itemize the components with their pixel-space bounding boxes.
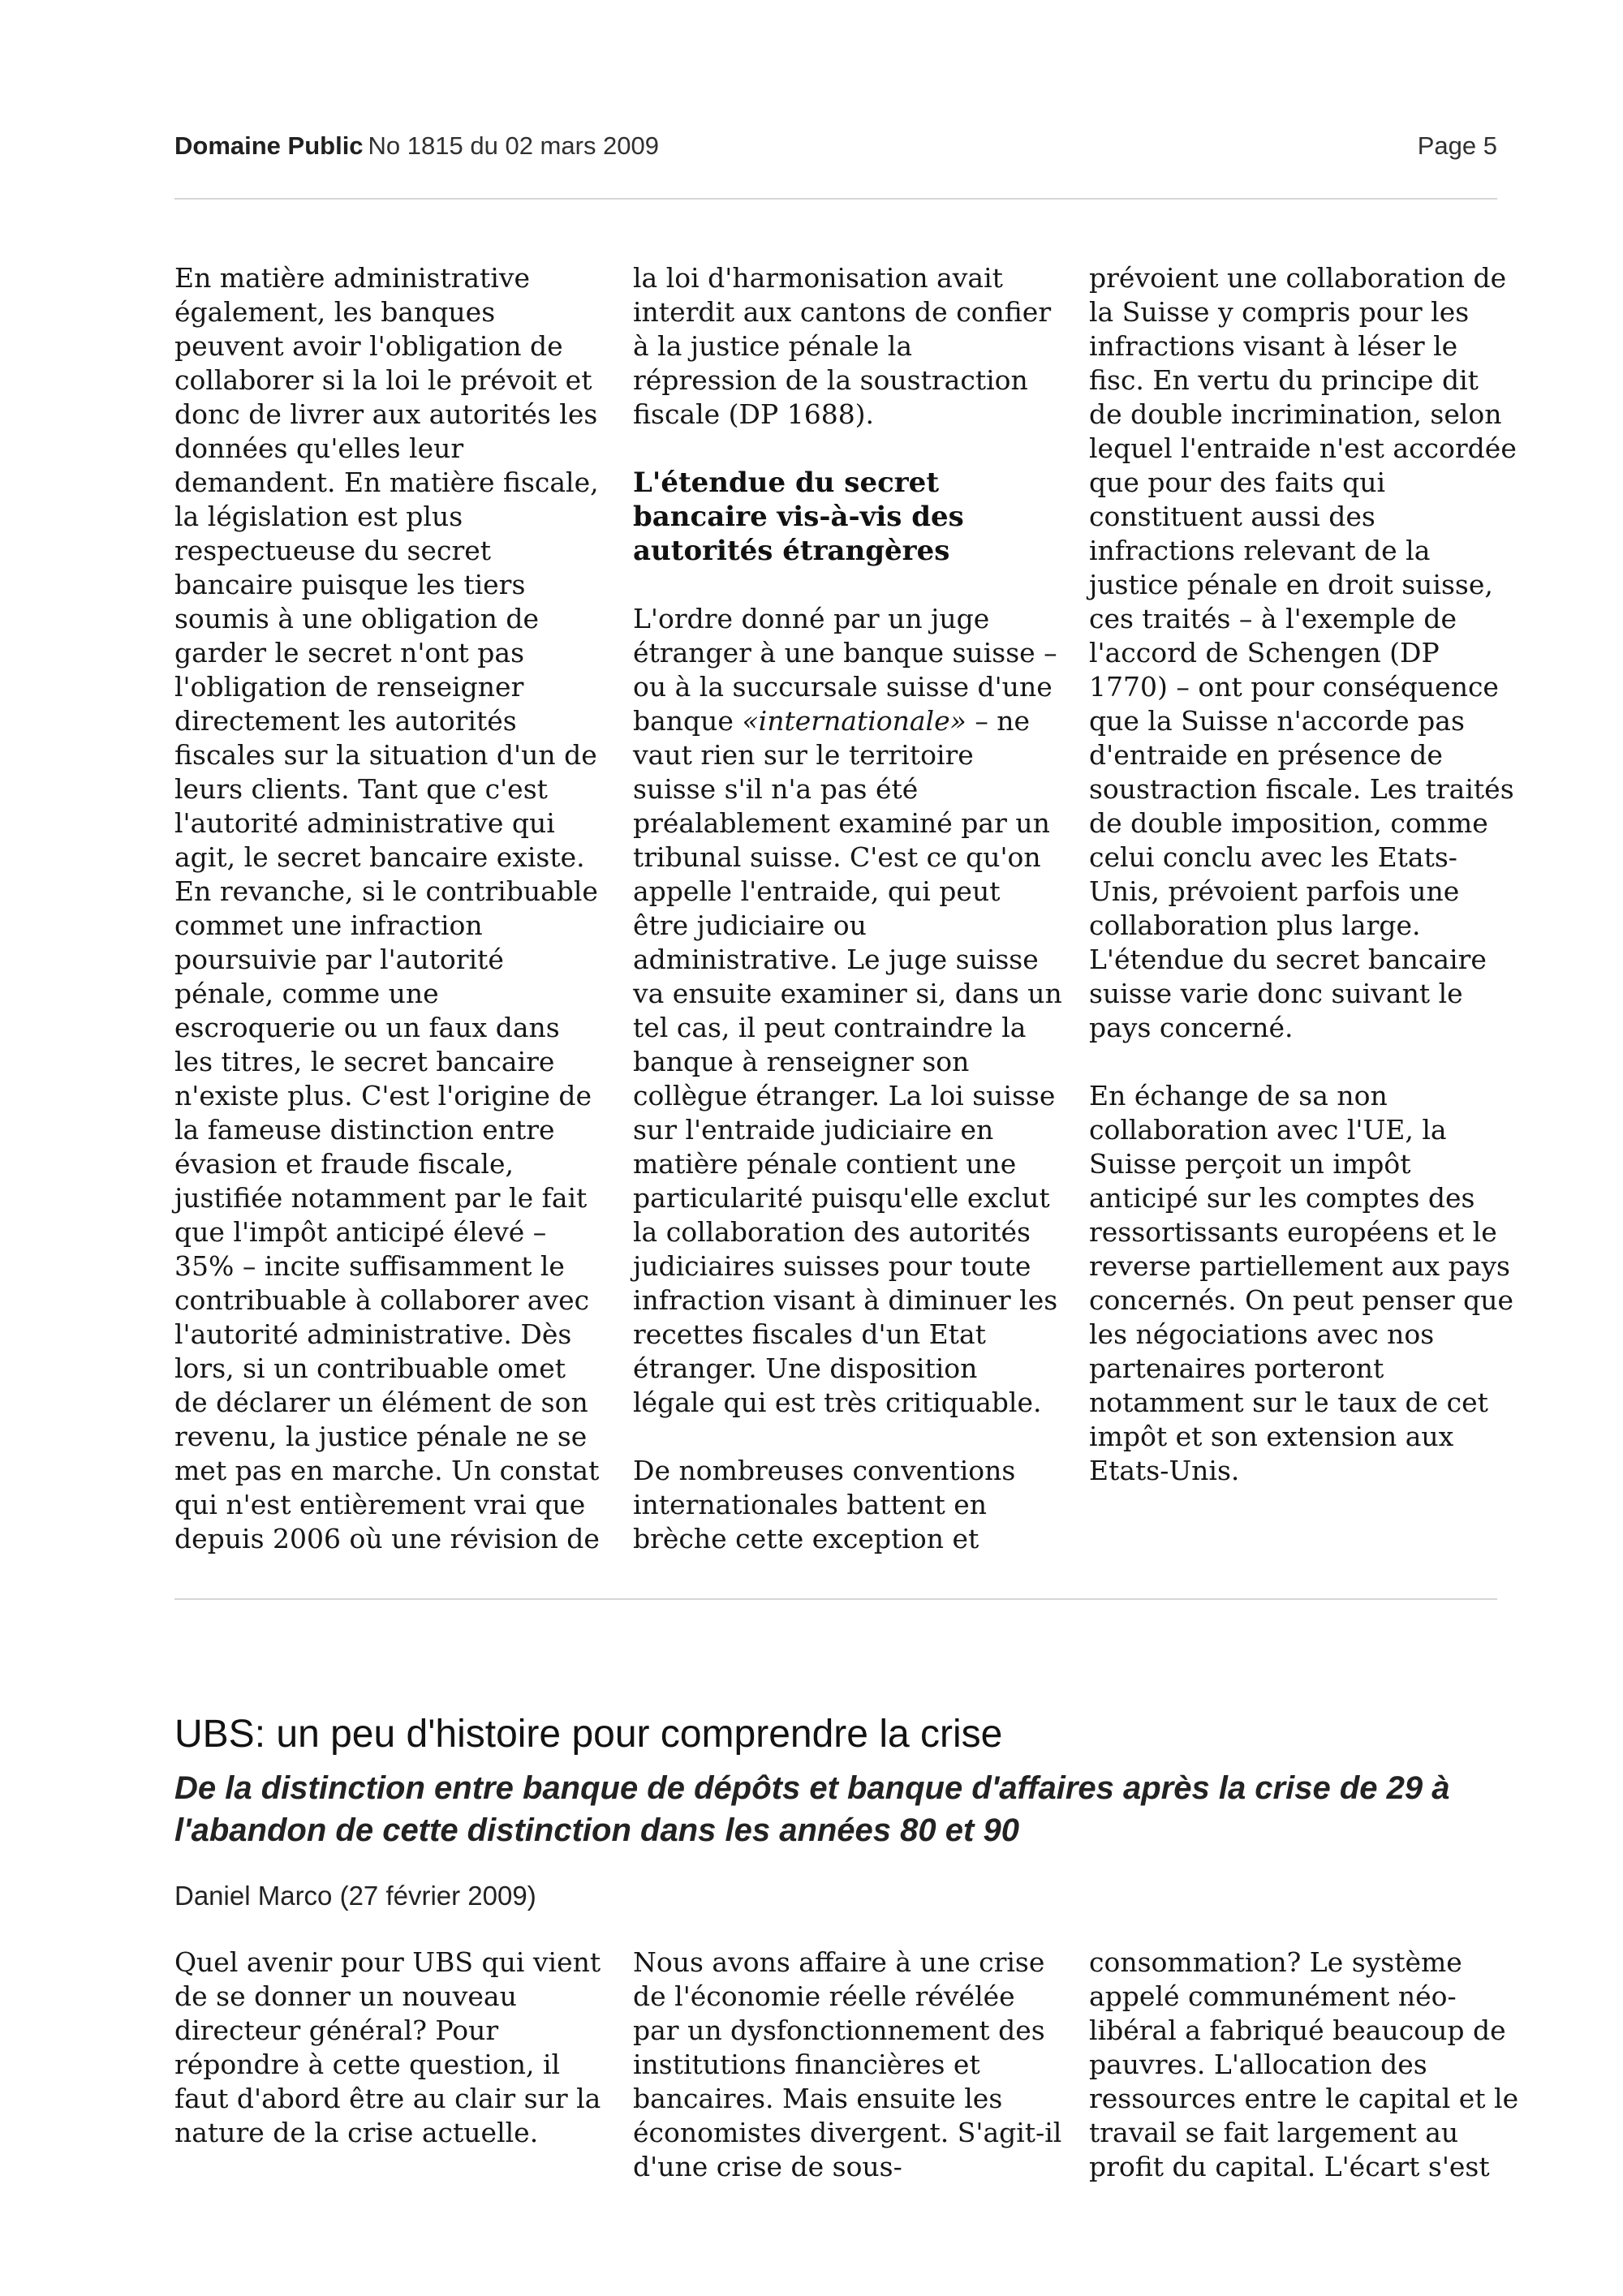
paragraph: En échange de sa non collaboration avec l'UE, la Suisse perçoit un impôt anticipé sur les comptes des ressortissants européens et le reverse partiellement aux pays concernés. On peut penser que les négociations avec nos partenaires porteront notamment sur le taux de cet impôt et son extension aux Etats-Unis. — [1089, 1080, 1514, 1486]
article2-column-3 — [1089, 1946, 1519, 2184]
paragraph: Nous avons affaire à une crise de l'économie réelle révélée par un dysfonctionnement des institutions financières et bancaires. Mais ensuite les économistes divergent. S'agit-il d'une crise de sous- — [633, 1946, 1062, 2182]
paragraph: L'ordre donné par un juge étranger à une banque suisse – ou à la succursale suisse d'une banque «internationale» – ne vaut rien sur le territoire suisse s'il n'a pas été préalablement examiné par un tribunal suisse. C'est ce qu'on appelle l'entraide, qui peut être judiciaire ou administrative. Le juge suisse va ensuite examiner si, dans un tel cas, il peut contraindre la banque à renseigner son collègue étranger. La loi suisse sur l'entraide judiciaire en matière pénale contient une particularité puisqu'elle exclut la collaboration des autorités judiciaires suisses pour toute infraction visant à diminuer les recettes fiscales d'un Etat étranger. Une disposition légale qui est très critiquable. — [633, 603, 1062, 1418]
article-title: UBS: un peu d'histoire pour comprendre la crise — [174, 1713, 1003, 1756]
header-divider — [174, 198, 1497, 200]
paragraph: En matière administrative également, les banques peuvent avoir l'obligation de collaborer si la loi le prévoit et donc de livrer aux autorités les données qu'elles leur demandent. En matière fiscale, la législation est plus respectueuse du secret bancaire puisque les tiers soumis à une obligation de garder le secret n'ont pas l'obligation de renseigner directement les autorités fiscales sur la situation d'un de leurs clients. Tant que c'est l'autorité administrative qui agit, le secret bancaire existe. En revanche, si le contribuable commet une infraction poursuivie par l'autorité pénale, comme une escroquerie ou un faux dans les titres, le secret bancaire n'existe plus. C'est l'origine de la fameuse distinction entre évasion et fraude fiscale, justifiée notamment par le fait que l'impôt anticipé élevé – 35% – incite suffisamment le contribuable à collaborer avec l'autorité administrative. Dès lors, si un contribuable omet de déclarer un élément de son revenu, la justice pénale ne se met pas en marche. Un constat qui n'est entièrement vrai que depuis 2006 où une révision de — [174, 262, 600, 1554]
paragraph: consommation? Le système appelé communément néo-libéral a fabriqué beaucoup de pauvres. L'allocation des ressources entre le capital et le travail se fait largement au profit du capital. L'écart s'est — [1089, 1946, 1519, 2182]
article2-column-1 — [174, 1946, 605, 2150]
section-heading: L'étendue du secret bancaire vis-à-vis des autorités étrangères — [633, 467, 964, 567]
byline: Daniel Marco (27 février 2009) — [174, 1881, 536, 1911]
article1-column-2 — [633, 261, 1063, 1556]
article2-column-2 — [633, 1946, 1063, 2184]
article-divider — [174, 1598, 1497, 1600]
article-subtitle: De la distinction entre banque de dépôts et banque d'affaires après la crise de 29 à l'abandon de cette distinction dans les années 80 et 90 — [174, 1770, 1450, 1848]
issue-info: No 1815 du 02 mars 2009 — [368, 131, 660, 160]
paragraph: prévoient une collaboration de la Suisse y compris pour les infractions visant à léser le fisc. En vertu du principe dit de double incrimination, selon lequel l'entraide n'est accordée que pour des faits qui constituent aussi des infractions relevant de la justice pénale en droit suisse, ces traités – à l'exemple de l'accord de Schengen (DP 1770) – ont pour conséquence que la Suisse n'accorde pas d'entraide en présence de soustraction fiscale. Les traités de double imposition, comme celui conclu avec les Etats-Unis, prévoient parfois une collaboration plus large. L'étendue du secret bancaire suisse varie donc suivant le pays concerné. — [1089, 262, 1517, 1043]
emphasis-text: «internationale» — [742, 705, 966, 737]
paragraph: Quel avenir pour UBS qui vient de se donner un nouveau directeur général? Pour répondre à cette question, il faut d'abord être au clair sur la nature de la crise actuelle. — [174, 1946, 601, 2148]
article1-column-1 — [174, 261, 605, 1556]
publication-name: Domaine Public — [174, 131, 364, 160]
paragraph: De nombreuses conventions internationales battent en brèche cette exception et — [633, 1455, 1016, 1554]
page-header — [174, 131, 1497, 172]
article1-column-3 — [1089, 261, 1519, 1488]
paragraph: la loi d'harmonisation avait interdit aux cantons de confier à la justice pénale la répression de la soustraction fiscale (DP 1688). — [633, 262, 1052, 430]
page-number: Page 5 — [1417, 131, 1497, 160]
